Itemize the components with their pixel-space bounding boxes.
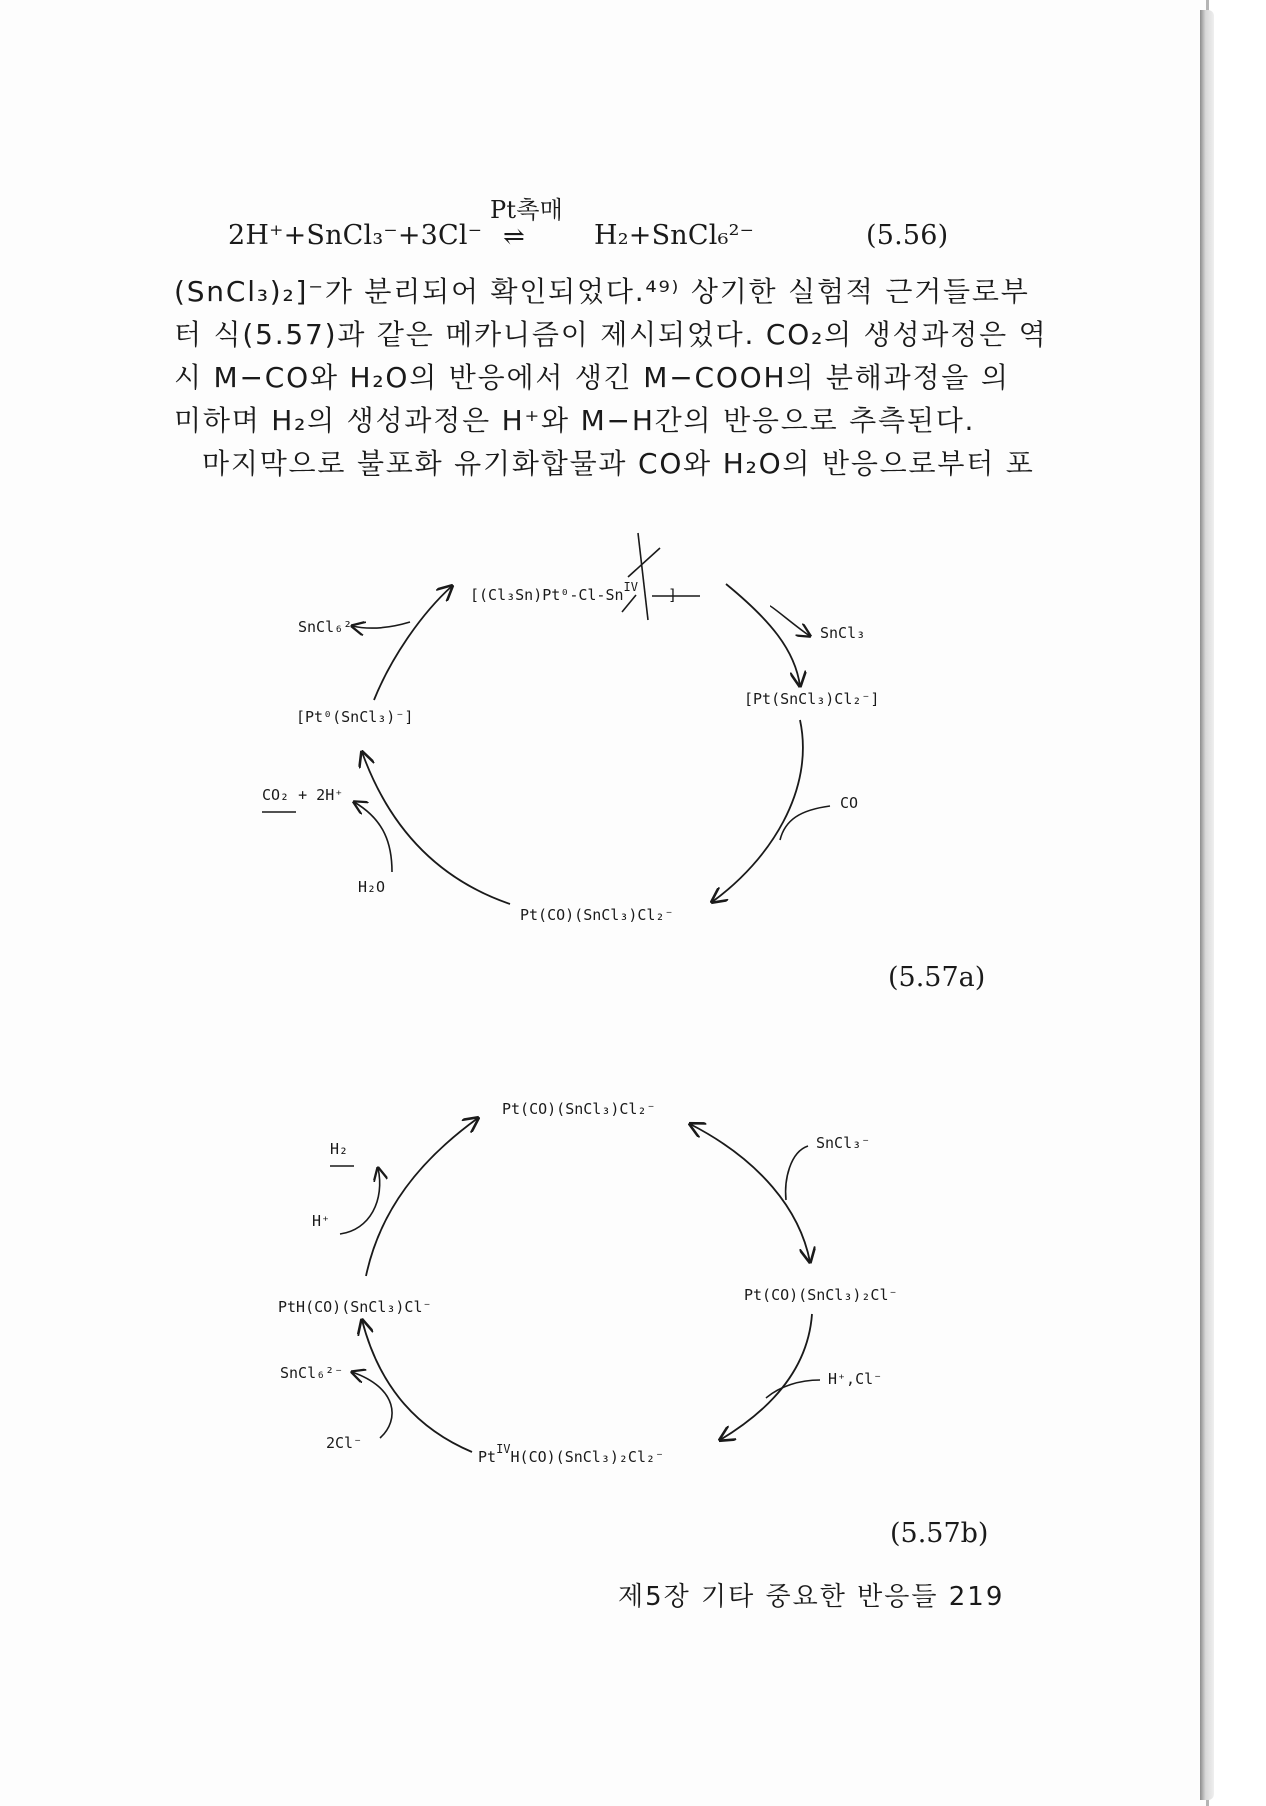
scheme-b-top-species: Pt(CO)(SnCl₃)Cl₂⁻ [502, 1100, 656, 1118]
scheme-a-right-out: SnCl₃ [820, 624, 866, 642]
scheme-a-top-species: [$(Cl_3Sn)Pt^0-Cl-Sn^{IV}$ ] [470, 580, 678, 604]
cycle-arrow [690, 1124, 810, 1262]
bond-line [638, 533, 648, 620]
scheme-b [278, 1100, 898, 1466]
scheme-a-right-species: [Pt(SnCl₃)Cl₂⁻] [744, 690, 880, 708]
bond-line [628, 548, 660, 577]
scheme-b-left-in: 2Cl⁻ [326, 1434, 363, 1452]
branch-arrow [340, 1168, 380, 1234]
equation-right: H₂+SnCl₆²⁻ [594, 220, 755, 251]
equation-left: 2H⁺+SnCl₃⁻+3Cl⁻ [228, 220, 483, 251]
paragraph-line: 마지막으로 불포화 유기화합물과 CO와 H₂O의 반응으로부터 포 [202, 447, 1035, 480]
scheme-b-right-species: Pt(CO)(SnCl₃)₂Cl⁻ [744, 1286, 898, 1304]
scheme-a-left-in: H₂O [358, 878, 386, 896]
scheme-a-top-left-out: SnCl₆²⁻ [298, 618, 362, 636]
branch-arrow [354, 802, 392, 872]
scheme-a-label: (5.57a) [888, 962, 986, 993]
page-footer: 제5장 기타 중요한 반응들 219 [618, 1582, 1005, 1612]
paragraph-line: 터 식(5.57)과 같은 메카니즘이 제시되었다. CO₂의 생성과정은 역 [174, 318, 1048, 351]
bond-line [622, 595, 636, 612]
cycle-arrow [374, 586, 452, 700]
cycle-arrow [720, 1314, 812, 1440]
equation-catalyst: Pt촉매 [490, 196, 563, 224]
paragraph-line: (SnCl₃)₂]⁻가 분리되어 확인되었다.⁴⁹⁾ 상기한 실험적 근거들로부 [174, 275, 1030, 308]
scheme-a-left-species: [Pt⁰(SnCl₃)⁻] [296, 708, 414, 726]
scheme-b-right-in: SnCl₃⁻ [816, 1134, 871, 1152]
scheme-b-top-left-out: H₂ [330, 1140, 349, 1158]
scheme-b-left-out: SnCl₆²⁻ [280, 1364, 344, 1382]
scheme-b-right-in-2: H⁺,Cl⁻ [828, 1370, 883, 1388]
scheme-a-left-out: CO₂ + 2H⁺ [262, 786, 344, 804]
scheme-a-bottom-species: Pt(CO)(SnCl₃)Cl₂⁻ [520, 906, 674, 924]
cycle-arrow [726, 584, 800, 686]
branch-arrow [352, 1372, 392, 1438]
scheme-a [262, 533, 879, 924]
branch-arrow [786, 1146, 808, 1200]
cycle-arrow [712, 720, 803, 902]
scheme-b-bottom-species: $Pt^{IV}H(CO)(SnCl_3)_2Cl_2^-$ [478, 1442, 665, 1466]
branch-arrow [766, 1380, 820, 1398]
equation-number: (5.56) [866, 220, 949, 251]
scheme-b-left-species: PtH(CO)(SnCl₃)Cl⁻ [278, 1298, 432, 1316]
cycle-arrow [366, 1118, 478, 1276]
paragraph-line: 미하며 H₂의 생성과정은 H⁺와 M−H간의 반응으로 추측된다. [174, 404, 976, 437]
paragraph-line: 시 M−CO와 H₂O의 반응에서 생긴 M−COOH의 분해과정을 의 [174, 361, 1010, 394]
scheme-a-right-in: CO [840, 794, 859, 812]
scheme-b-top-left-in: H⁺ [312, 1212, 331, 1230]
scheme-b-label: (5.57b) [890, 1518, 989, 1549]
equilibrium-arrow: ⇌ [503, 222, 525, 252]
